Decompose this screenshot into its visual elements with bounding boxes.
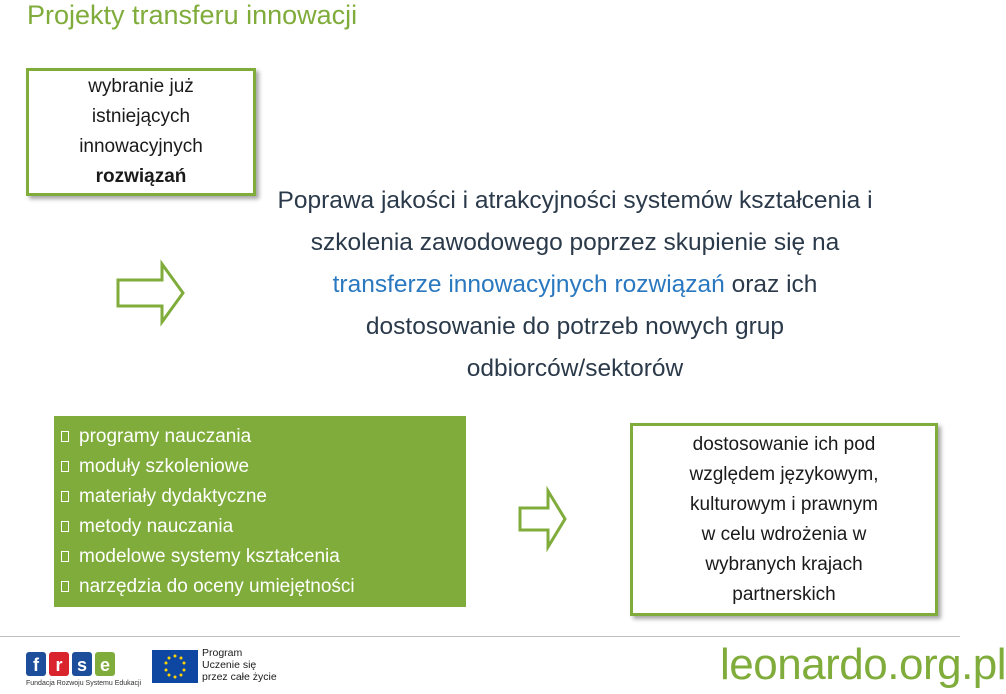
llp-program-line: Program [202, 647, 243, 659]
eu-flag-icon [152, 650, 198, 683]
list-item: modelowe systemy kształcenia [60, 542, 466, 572]
llp-program-label [202, 647, 277, 683]
bullet-icon [61, 581, 69, 592]
llp-program-line: Uczenie się [202, 659, 257, 671]
list-item: programy nauczania [60, 422, 466, 452]
adaptation-line: względem językowym, [689, 463, 879, 485]
innovation-types-box [54, 416, 466, 607]
page-title: Projekty transferu innowacji [27, 0, 358, 30]
list-item: metody nauczania [60, 512, 466, 542]
llp-program-line: przez całe życie [202, 671, 277, 683]
list-item: narzędzia do oceny umiejętności [60, 572, 466, 602]
existing-innovations-line: rozwiązań [95, 166, 187, 187]
list-item: materiały dydaktyczne [60, 482, 466, 512]
existing-innovations-box [26, 68, 256, 196]
bullet-icon [61, 491, 69, 502]
footer-divider [0, 636, 960, 637]
svg-text:s: s [76, 655, 88, 675]
existing-innovations-line: wybranie już [88, 76, 194, 97]
arrow-right-icon [518, 488, 568, 550]
arrow-right-icon [116, 262, 186, 324]
leonardo-link[interactable]: leonardo.org.pl [720, 640, 1006, 689]
existing-innovations-line: innowacyjnych [79, 136, 203, 157]
adaptation-line: kulturowym i prawnym [690, 493, 878, 515]
svg-text:r: r [55, 655, 63, 675]
list-item: moduły szkoleniowe [60, 452, 466, 482]
main-statement [265, 180, 885, 390]
bullet-icon [61, 461, 69, 472]
bullet-icon [61, 521, 69, 532]
adaptation-box [630, 423, 938, 616]
svg-text:f: f [33, 655, 39, 675]
adaptation-line: partnerskich [732, 583, 836, 605]
main-statement-text: oraz ich dostosowanie do potrzeb nowych grup odbiorców/sektorów [365, 271, 818, 382]
adaptation-line: wybranych krajach [705, 553, 863, 575]
svg-text:e: e [99, 655, 111, 675]
adaptation-line: dostosowanie ich pod [692, 433, 876, 455]
main-statement-highlight: transferze innowacyjnych rozwiązań [332, 271, 725, 298]
bullet-icon [61, 551, 69, 562]
frse-logo [26, 648, 118, 680]
existing-innovations-line: istniejących [91, 106, 191, 127]
bullet-icon [61, 431, 69, 442]
frse-caption: Fundacja Rozwoju Systemu Edukacji [26, 680, 142, 687]
innovation-types-list [60, 422, 466, 602]
adaptation-line: w celu wdrożenia w [701, 523, 867, 545]
main-statement-text: Poprawa jakości i atrakcyjności systemów kształcenia i szkolenia zawodowego poprzez skupienie się na [277, 187, 873, 256]
